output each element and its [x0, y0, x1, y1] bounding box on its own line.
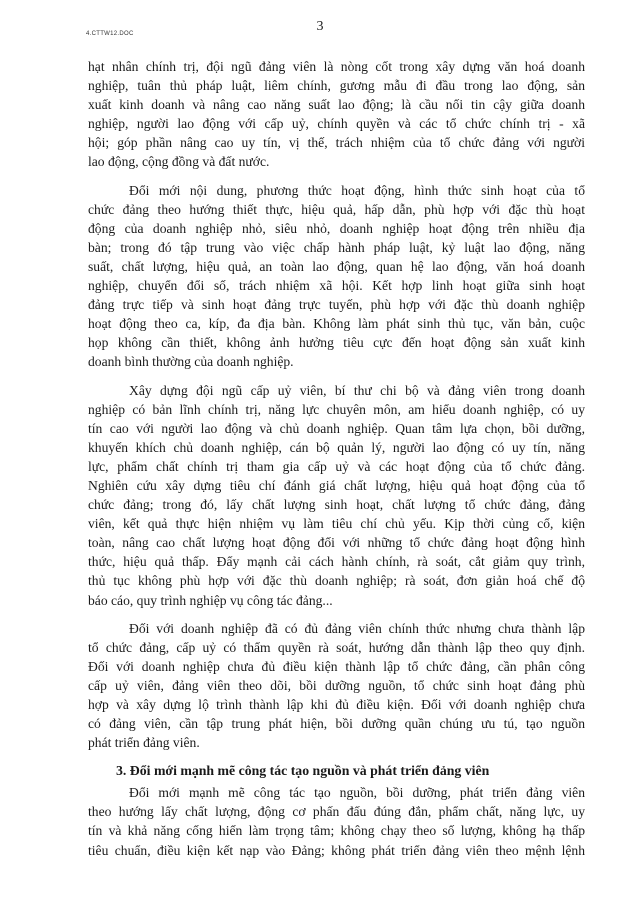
text-line: báo cáo, quy trình nghiệp vụ công tác đảng...	[88, 592, 333, 608]
text-line: chức đảng theo hướng thiết thực, hiệu quả, hấp dẫn, phù hợp với đặc thù hoạt	[88, 201, 585, 217]
text-line: chức đảng; trong đó, lấy chất lượng sinh hoạt, chất lượng tổ chức đảng, đảng	[88, 497, 585, 513]
text-line: có đảng viên, cần tập trung phát hiện, bồi dưỡng quần chúng ưu tú, tạo nguồn	[88, 716, 585, 732]
text-line: Đổi mới nội dung, phương thức hoạt động, hình thức sinh hoạt của tổ	[129, 182, 585, 198]
text-line: nghiệp, chuyển đổi số, trách nhiệm xã hội. Kết hợp linh hoạt giữa sinh hoạt	[88, 278, 585, 294]
paragraph-3	[88, 381, 585, 610]
text-line: Đối với doanh nghiệp đã có đủ đảng viên chính thức nhưng chưa thành lập	[129, 620, 585, 636]
text-line: xuất kinh doanh và nâng cao năng suất lao động; là cầu nối tin cậy giữa doanh	[88, 97, 585, 113]
text-line: khuyến khích chủ doanh nghiệp, cán bộ quản lý, người lao động có uy tín, năng	[88, 439, 585, 455]
text-line: tiêu chuẩn, điều kiện kết nạp vào Đảng; không phát triển đảng viên theo mệnh lệnh	[88, 842, 585, 858]
text-line: hội; góp phần nâng cao uy tín, vị thế, trách nhiệm của tổ chức đảng với người	[88, 135, 585, 151]
section-heading: 3. Đổi mới mạnh mẽ công tác tạo nguồn và phát triển đảng viên	[116, 763, 490, 779]
text-line: hạt nhân chính trị, đội ngũ đảng viên là nòng cốt trong xây dựng văn hoá doanh	[88, 59, 585, 74]
text-line: thủ tục không phù hợp với đặc thù doanh nghiệp; rà soát, đơn giản hoá chế độ	[88, 573, 585, 589]
text-line: lao động, cộng đồng và đất nước.	[88, 154, 270, 170]
text-line: toàn, nâng cao chất lượng hoạt động đối với những tổ chức đảng hoạt động hình	[88, 535, 585, 551]
paragraph-5	[88, 783, 585, 859]
text-line: họp không cần thiết, không ảnh hưởng tiêu cực đến hoạt động sản xuất kinh	[88, 335, 585, 351]
text-line: đảng trực tiếp và sinh hoạt đảng trực tuyến, phù hợp với đặc thù doanh nghiệp	[88, 297, 585, 313]
text-line: nghiệp, người lao động với cấp uỷ, chính quyền và các tổ chức chính trị - xã	[88, 116, 585, 132]
text-line: lực, phẩm chất chính trị tham gia cấp uỷ và các hoạt động của tổ chức đảng.	[88, 458, 585, 474]
text-line: hợp và xây dựng lộ trình thành lập khi đủ điều kiện. Đối với doanh nghiệp chưa	[88, 697, 585, 712]
text-line: tín cao với người lao động và chủ doanh nghiệp. Quan tâm lựa chọn, bồi dưỡng,	[88, 420, 585, 436]
text-line: nghiệp, tuân thủ pháp luật, liêm chính, gương mẫu đi đầu trong lao động, sản	[88, 78, 585, 94]
text-line: suất, chất lượng, hiệu quả, an toàn lao động, quan hệ lao động, văn hoá doanh	[88, 258, 585, 274]
text-line: Đổi mới mạnh mẽ công tác tạo nguồn, bồi dưỡng, phát triển đảng viên	[129, 785, 585, 801]
text-line: doanh bình thường của doanh nghiệp.	[88, 354, 294, 370]
text-line: nghiệp có bản lĩnh chính trị, năng lực chuyên môn, am hiểu doanh nghiệp, có uy	[88, 401, 585, 417]
text-line: bàn; trong đó tập trung vào việc chấp hành pháp luật, kỷ luật lao động, năng	[88, 239, 585, 255]
text-line: thức, hiệu quả thấp. Đẩy mạnh cải cách hành chính, rà soát, cắt giảm quy trình,	[88, 554, 585, 570]
text-line: tín và khả năng cống hiến làm trọng tâm; không chạy theo số lượng, không hạ thấp	[88, 823, 585, 839]
document-body	[88, 57, 585, 860]
text-line: theo hướng lấy chất lượng, động cơ phấn đấu đúng đắn, phẩm chất, năng lực, uy	[88, 804, 585, 820]
paragraph-1	[88, 57, 585, 172]
text-line: Xây dựng đội ngũ cấp uỷ viên, bí thư chi bộ và đảng viên trong doanh	[129, 382, 585, 398]
text-line: Nghiên cứu xây dựng tiêu chí đánh giá chất lượng, hiệu quả hoạt động của tổ	[88, 477, 585, 493]
text-line: tổ chức đảng, cấp uỷ có thẩm quyền rà soát, hướng dẫn thành lập theo quy định.	[88, 639, 585, 655]
page-number: 3	[316, 19, 324, 34]
text-line: Đối với doanh nghiệp chưa đủ điều kiện thành lập tổ chức đảng, cần phân công	[88, 658, 585, 674]
text-line: cấp uỷ viên, đảng viên theo dõi, bồi dưỡng nguồn, tổ chức sinh hoạt đảng phù	[88, 677, 585, 693]
text-line: phát triển đảng viên.	[88, 735, 200, 751]
text-line: viên, kết quả thực hiện nhiệm vụ làm tiêu chí chủ yếu. Kịp thời củng cố, kiện	[88, 516, 585, 532]
paragraph-2	[88, 181, 585, 372]
paragraph-4	[88, 619, 585, 753]
text-line: hoạt động theo ca, kíp, đa địa bàn. Không làm phát sinh thủ tục, văn bản, cuộc	[88, 316, 585, 332]
text-line: động của doanh nghiệp nhỏ, siêu nhỏ, doanh nghiệp hoạt động trên nhiều địa	[88, 220, 585, 236]
document-file-label: 4.CTTW12.DOC	[86, 31, 134, 37]
